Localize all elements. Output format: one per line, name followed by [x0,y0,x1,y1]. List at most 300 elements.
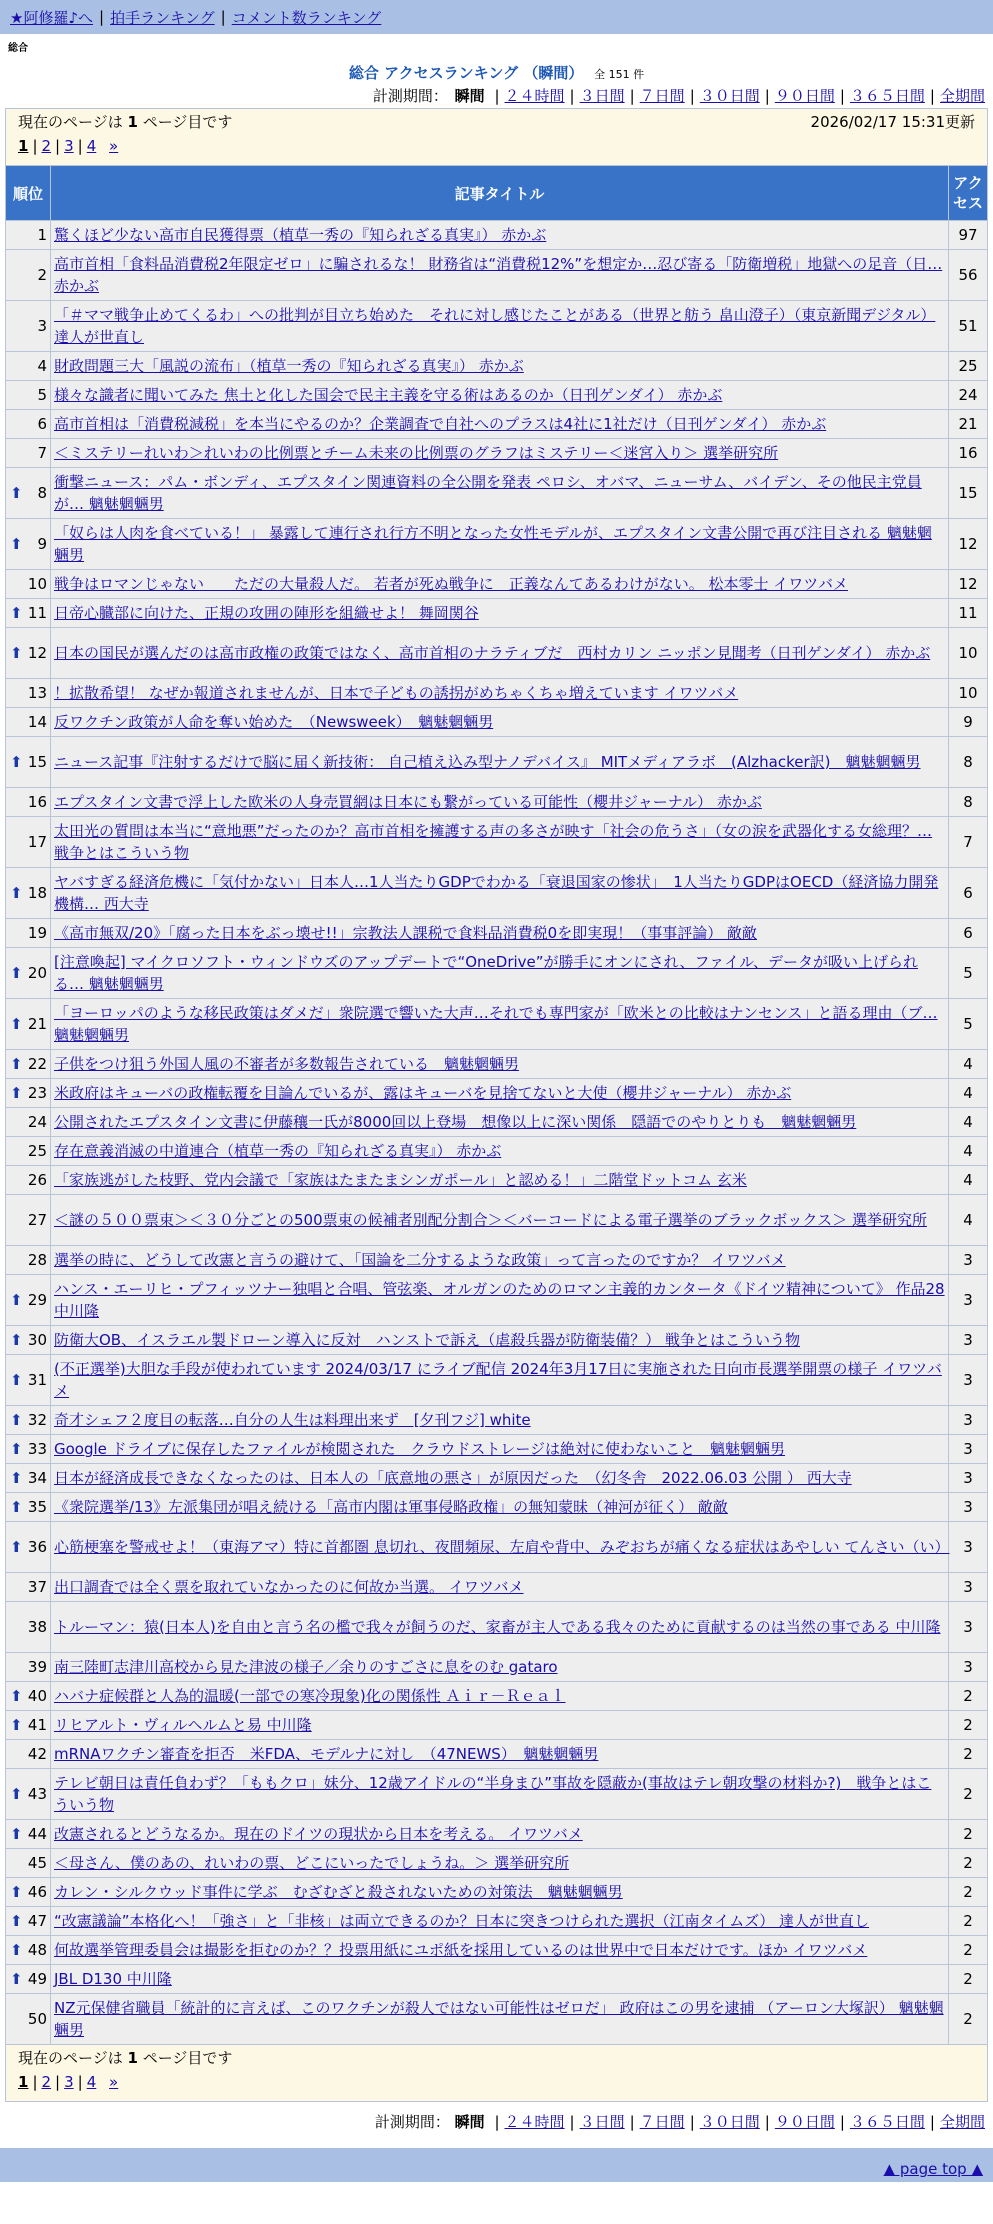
updated-time: 2026/02/17 15:31更新 [810,113,975,131]
table-row [6,1275,988,1326]
table-row [6,221,988,250]
article-link[interactable]: 防衛大OB、イスラエル製ドローン導入に反対 ハンストで訴え（虐殺兵器が防衛装備？） 戦争とはこういう物 [54,1331,800,1349]
period-link[interactable]: ３０日間 [699,87,760,105]
table-row [6,1166,988,1195]
nav-separator: | [220,8,226,26]
period-link[interactable]: ３０日間 [699,2113,760,2131]
rank-cell [6,868,51,919]
article-link[interactable]: 何故選挙管理委員会は撮影を拒むのか？？投票用紙にユポ紙を採用しているのは世界中で日本だけです。ほか イワツバメ [54,1941,868,1959]
article-link[interactable]: (不正選挙)大胆な手段が使われています 2024/03/17 にライブ配信 2024年3月17日に実施された日向市長選挙開票の様子 イワツバメ [54,1360,942,1400]
title-cell [51,1326,949,1355]
next-page-link[interactable]: » [109,137,119,155]
title-cell [51,737,949,788]
table-row [6,679,988,708]
period-nav-top [0,84,993,108]
rank-up-arrow-icon: ⬆ [10,1440,23,1458]
access-count: 4 [949,1108,988,1137]
rank-cell [6,1965,51,1994]
title-cell [51,599,949,628]
access-count: 3 [949,1406,988,1435]
table-row [6,1573,988,1602]
period-separator: | [764,87,770,105]
rank-number: 50 [27,2010,47,2028]
access-count: 51 [949,301,988,352]
rank-up-arrow-icon: ⬆ [10,1785,23,1803]
rank-cell [6,1326,51,1355]
ranking-rows [6,221,988,2045]
article-link[interactable]: ＜ミステリーれいわ＞れいわの比例票とチーム未来の比例票のグラフはミステリー＜迷宮入り＞ 選挙研究所 [54,444,779,462]
rank-cell [6,1820,51,1849]
rank-cell [6,1994,51,2045]
article-link[interactable]: ニュース記事『注射するだけで脳に届く新技術： 自己植え込み型ナノデバイス』 MITメディアラボ (Alzhacker訳) 魑魅魍魎男 [54,753,921,771]
period-link[interactable]: ７日間 [639,2113,685,2131]
article-link[interactable]: 《衆院選挙/13》左派集団が唱え続ける「高市内閣は軍事侵略政権」の無知蒙昧（神河が征く） 敵敵 [54,1498,728,1516]
article-link[interactable]: 選挙の時に、どうして改憲と言うの避けて、「国論を二分するような政策」って言ったのですか？ イワツバメ [54,1251,786,1269]
title-cell [51,1965,949,1994]
table-row [6,1050,988,1079]
rank-cell [6,1166,51,1195]
table-row [6,1079,988,1108]
rank-header: 順位 [6,166,51,221]
rank-number: 1 [37,226,47,244]
table-row [6,1936,988,1965]
article-link[interactable]: 高市首相「食料品消費税2年限定ゼロ」に騙されるな！ 財務省は“消費税12%”を想定か…忍び寄る「防衛増税」地獄への足音（日… 赤かぶ [54,255,943,295]
period-link[interactable]: ７日間 [639,87,685,105]
rank-cell [6,1740,51,1769]
rank-cell [6,439,51,468]
rank-up-arrow-icon: ⬆ [10,1331,23,1349]
rank-cell [6,1936,51,1965]
article-link[interactable]: 高市首相は「消費税減税」を本当にやるのか？企業調査で自社へのプラスは4社に1社だけ（日刊ゲンダイ） 赤かぶ [54,415,827,433]
article-link[interactable]: 出口調査では全く票を取れていなかったのに何故か当選。 イワツバメ [54,1578,524,1596]
table-row [6,708,988,737]
period-separator: | [629,2113,635,2131]
title-cell [51,250,949,301]
table-row [6,1820,988,1849]
rank-number: 28 [27,1251,47,1269]
rank-number: 46 [27,1883,47,1901]
rank-cell [6,1493,51,1522]
title-cell [51,1936,949,1965]
access-count: 3 [949,1355,988,1406]
title-cell [51,1079,949,1108]
rank-up-arrow-icon: ⬆ [10,1015,23,1033]
article-link[interactable]: Google ドライブに保存したファイルが検閲された クラウドストレージは絶対に使わないこと 魑魅魍魎男 [54,1440,786,1458]
page-separator: | [32,2073,38,2091]
rank-number: 22 [27,1055,47,1073]
article-link[interactable]: エプスタイン文書で浮上した欧米の人身売買網は日本にも繋がっている可能性（櫻井ジャーナル） 赤かぶ [54,793,762,811]
title-cell [51,1849,949,1878]
period-separator: | [629,87,635,105]
access-count: 15 [949,468,988,519]
table-row [6,1849,988,1878]
rank-number: 45 [27,1854,47,1872]
article-link[interactable]: ハンス・エーリヒ・プフィッツナー独唱と合唱、管弦楽、オルガンのためのロマン主義的カンタータ《ドイツ精神について》 作品28 中川隆 [54,1280,945,1320]
access-count: 97 [949,221,988,250]
rank-cell [6,1907,51,1936]
table-row [6,1246,988,1275]
ranking-table [5,108,988,2102]
page-link[interactable]: 4 [86,137,97,155]
article-link[interactable]: 財政問題三大「風説の流布」（植草一秀の『知られざる真実』） 赤かぶ [54,357,524,375]
rank-cell [6,519,51,570]
article-link[interactable]: 心筋梗塞を警戒せよ！（東海アマ）特に首都圏 息切れ、夜間頻尿、左肩や背中、みぞおちが痛くなる症状はあやしい てんさい（い） [54,1538,950,1556]
period-separator: | [839,2113,845,2131]
article-link[interactable]: 公開されたエプスタイン文書に伊藤穰一氏が8000回以上登場 想像以上に深い関係 隠語でのやりとりも 魑魅魍魎男 [54,1113,857,1131]
page-separator: | [55,2073,61,2091]
article-link[interactable]: ＜母さん、僕のあの、れいわの票、どこにいったでしょうね。＞ 選挙研究所 [54,1854,570,1872]
page-link[interactable]: 2 [41,2073,52,2091]
article-link[interactable]: 改憲されるとどうなるか。現在のドイツの現状から日本を考える。 イワツバメ [54,1825,583,1843]
article-link[interactable]: テレビ朝日は責任負わず？「ももクロ」妹分、12歳アイドルの“半身まひ”事故を隠蔽か(事故はテレ朝攻撃の材料か?) 戦争とはこういう物 [54,1774,932,1814]
article-link[interactable]: [注意喚起] マイクロソフト・ウィンドウズのアップデートで“OneDrive”が勝手にオンにされ、ファイル、データが吸い上げられる… 魑魅魍魎男 [54,953,918,993]
rank-up-arrow-icon: ⬆ [10,604,23,622]
access-count: 12 [949,519,988,570]
rank-number: 43 [27,1785,47,1803]
rank-up-arrow-icon: ⬆ [10,1084,23,1102]
article-link[interactable]: 子供をつけ狙う外国人風の不審者が多数報告されている 魑魅魍魎男 [54,1055,520,1073]
page-link[interactable]: 4 [86,2073,97,2091]
rank-up-arrow-icon: ⬆ [10,1912,23,1930]
access-count: 56 [949,250,988,301]
rank-up-arrow-icon: ⬆ [10,1469,23,1487]
page-separator: | [77,137,83,155]
access-count: 16 [949,439,988,468]
total-count: 全 151 件 [594,68,645,81]
period-separator: | [569,2113,575,2131]
access-count: 6 [949,919,988,948]
rank-number: 39 [27,1658,47,1676]
access-count: 3 [949,1573,988,1602]
table-row [6,410,988,439]
article-link[interactable]: 反ワクチン政策が人命を奪い始めた （Newsweek） 魑魅魍魎男 [54,713,494,731]
rank-cell [6,708,51,737]
table-row [6,1878,988,1907]
current-page-text: 現在のページは 1 ページ目です [18,2049,233,2067]
title-cell [51,1493,949,1522]
table-row [6,1907,988,1936]
access-count: 7 [949,817,988,868]
rank-number: 15 [27,753,47,771]
access-count: 2 [949,1711,988,1740]
access-count: 2 [949,1769,988,1820]
title-cell [51,1602,949,1653]
table-row [6,1326,988,1355]
article-link[interactable]: 太田光の質問は本当に“意地悪”だったのか？高市首相を擁護する声の多さが映す「社会の危うさ」（女の涙を武器化する女総理？… 戦争とはこういう物 [54,822,933,862]
page-heading [0,62,993,82]
article-link[interactable]: 存在意義消滅の中道連合（植草一秀の『知られざる真実』） 赤かぶ [54,1142,502,1160]
rank-number: 14 [27,713,47,731]
rank-up-arrow-icon: ⬆ [10,1538,23,1556]
article-link[interactable]: リヒアルト・ヴィルヘルムと易 中川隆 [54,1716,312,1734]
article-link[interactable]: 「奴らは人肉を食べている！」 暴露して連行され行方不明となった女性モデルが、エプスタイン文書公開で再び注目される 魑魅魍魎男 [54,524,932,564]
article-link[interactable]: ＜謎の５００票束＞＜３０分ごとの500票束の候補者別配分割合＞＜バーコードによる電子選挙のブラックボックス＞ 選挙研究所 [54,1211,927,1229]
rank-number: 10 [27,575,47,593]
rank-number: 16 [27,793,47,811]
rank-up-arrow-icon: ⬆ [10,535,23,553]
rank-number: 36 [27,1538,47,1556]
period-link[interactable]: ３６５日間 [849,87,925,105]
page-separator: | [32,137,38,155]
access-count: 4 [949,1195,988,1246]
title-cell [51,919,949,948]
rank-cell [6,919,51,948]
rank-cell [6,599,51,628]
table-row [6,519,988,570]
article-link[interactable]: NZ元保健省職員「統計的に言えば、このワクチンが殺人ではない可能性はゼロだ」 政府はこの男を逮捕 （アーロン大塚訳） 魑魅魍魎男 [54,1999,944,2039]
access-count: 6 [949,868,988,919]
article-link[interactable]: 様々な識者に聞いてみた 焦土と化した国会で民主主義を守る術はあるのか（日刊ゲンダイ） 赤かぶ [54,386,723,404]
title-cell [51,1108,949,1137]
title-cell [51,1769,949,1820]
rank-number: 25 [27,1142,47,1160]
title-cell [51,1878,949,1907]
rank-number: 17 [27,833,47,851]
period-nav-bottom [0,2110,993,2134]
table-row [6,628,988,679]
page-title: 総合 アクセスランキング （瞬間） [348,64,584,82]
table-row [6,788,988,817]
rank-cell [6,1464,51,1493]
access-count: 5 [949,999,988,1050]
access-count: 2 [949,1682,988,1711]
page-spacer [100,2073,105,2091]
period-link[interactable]: ３６５日間 [849,2113,925,2131]
rank-up-arrow-icon: ⬆ [10,1371,23,1389]
rank-up-arrow-icon: ⬆ [10,1498,23,1516]
article-link[interactable]: mRNAワクチン審査を拒否 米FDA、モデルナに対し （47NEWS） 魑魅魍魎男 [54,1745,599,1763]
rank-up-arrow-icon: ⬆ [10,1941,23,1959]
title-cell [51,708,949,737]
access-count: 3 [949,1602,988,1653]
article-link[interactable]: 驚くほど少ない高市自民獲得票（植草一秀の『知られざる真実』） 赤かぶ [54,226,547,244]
period-label: 計測期間： [372,87,448,105]
next-page-link[interactable]: » [109,2073,119,2091]
title-cell [51,1994,949,2045]
period-link[interactable]: ２４時間 [504,87,565,105]
rank-number: 11 [27,604,47,622]
top-nav-bar [0,0,993,34]
rank-up-arrow-icon: ⬆ [10,1687,23,1705]
article-link[interactable]: ハバナ症候群と人為的温暖(一部での寒冷現象)化の関係性 Ａｉｒ－Ｒｅａｌ [54,1687,566,1705]
title-cell [51,1740,949,1769]
page-link[interactable]: 1 [18,137,29,155]
table-row [6,1740,988,1769]
period-separator: | [689,87,695,105]
rank-up-arrow-icon: ⬆ [10,1055,23,1073]
table-row [6,1493,988,1522]
access-count: 5 [949,948,988,999]
title-cell [51,817,949,868]
title-cell [51,1711,949,1740]
table-row [6,948,988,999]
period-link[interactable]: ３日間 [579,2113,625,2131]
rank-cell [6,1406,51,1435]
rank-number: 4 [37,357,47,375]
rank-cell [6,1849,51,1878]
article-link[interactable]: JBL D130 中川隆 [54,1970,172,1988]
article-link[interactable]: 日本の国民が選んだのは高市政権の政策ではなく、高市首相のナラティブだ 西村カリン ニッポン見聞考（日刊ゲンダイ） 赤かぶ [54,644,931,662]
rank-cell [6,1050,51,1079]
rank-number: 35 [27,1498,47,1516]
rank-up-arrow-icon: ⬆ [10,484,23,502]
pager-bottom [6,2045,988,2102]
article-link[interactable]: 奇才シェフ２度目の転落…自分の人生は料理出来ず [夕刊フジ] white [54,1411,531,1429]
rank-cell [6,381,51,410]
access-count: 10 [949,679,988,708]
period-current: 瞬間 [454,87,485,105]
page-links [18,2071,975,2093]
period-link[interactable]: 全期間 [939,87,985,105]
table-row [6,1195,988,1246]
article-link[interactable]: 南三陸町志津川高校から見た津波の様子／余りのすごさに息をのむ gataro [54,1658,558,1676]
page-link[interactable]: 2 [41,137,52,155]
rank-up-arrow-icon: ⬆ [10,964,23,982]
title-cell [51,1820,949,1849]
clap-ranking-link[interactable]: 拍手ランキング [110,8,215,27]
rank-cell [6,1682,51,1711]
access-count: 2 [949,1820,988,1849]
rank-cell [6,1137,51,1166]
rank-up-arrow-icon: ⬆ [10,1970,23,1988]
period-separator: | [929,87,935,105]
page-links [18,135,975,157]
article-link[interactable]: 日本が経済成長できなくなったのは、日本人の「底意地の悪さ」が原因だった （幻冬舎 2022.06.03 公開 ） 西大寺 [54,1469,852,1487]
article-link[interactable]: 《高市無双/20》「腐った日本をぶっ壊せ!!」宗教法人課税で食料品消費税0を即実現！（事事評論） 敵敵 [54,924,757,942]
page-top-link[interactable]: ▲ page top ▲ [883,2160,983,2178]
rank-cell [6,1246,51,1275]
rank-number: 26 [27,1171,47,1189]
table-row [6,301,988,352]
article-link[interactable]: ヤバすぎる経済危機に「気付かない」日本人…1人当たりGDPでわかる「衰退国家の惨状」 1人当たりGDPはOECD（経済協力開発機構… 西大寺 [54,873,939,913]
table-row [6,599,988,628]
access-count: 12 [949,570,988,599]
article-link[interactable]: カレン・シルクウッド事件に学ぶ むざむざと殺されないための対策法 魑魅魍魎男 [54,1883,623,1901]
article-link[interactable]: 「＃ママ戦争止めてくるわ」への批判が目立ち始めた それに対し感じたことがある（世界と舫う 畠山澄子）（東京新聞デジタル） 達人が世直し [54,306,936,346]
article-link[interactable]: 「ヨーロッパのような移民政策はダメだ」衆院選で響いた大声…それでも専門家が「欧米との比較はナンセンス」と語る理由（ブ… 魑魅魍魎男 [54,1004,938,1044]
article-link[interactable]: 米政府はキューバの政権転覆を目論んでいるが、露はキューバを見捨てないと大使（櫻井ジャーナル） 赤かぶ [54,1084,792,1102]
rank-cell [6,1522,51,1573]
rank-up-arrow-icon: ⬆ [10,753,23,771]
page-spacer [100,137,105,155]
rank-cell [6,1711,51,1740]
rank-cell [6,999,51,1050]
current-page-text: 現在のページは 1 ページ目です [18,113,233,131]
rank-cell [6,221,51,250]
table-row [6,1711,988,1740]
title-cell [51,381,949,410]
period-link[interactable]: 全期間 [939,2113,985,2131]
title-cell [51,410,949,439]
rank-cell [6,817,51,868]
rank-number: 7 [37,444,47,462]
access-count: 2 [949,1849,988,1878]
page-link[interactable]: 3 [64,2073,74,2091]
page-link[interactable]: 1 [18,2073,29,2091]
rank-cell [6,1653,51,1682]
article-link[interactable]: 「家族逃がした枝野、党内会議で「家族はたまたまシンガポール」と認める！」二階堂ドットコム 玄米 [54,1171,747,1189]
nav-separator: | [99,8,105,26]
table-row [6,999,988,1050]
rank-number: 38 [27,1618,47,1636]
rank-cell [6,1195,51,1246]
rank-cell [6,628,51,679]
rank-cell [6,250,51,301]
rank-cell [6,948,51,999]
home-link[interactable]: ★阿修羅♪へ [10,8,94,27]
access-count: 4 [949,1166,988,1195]
period-separator: | [494,2113,500,2131]
access-count: 2 [949,1965,988,1994]
title-cell [51,1653,949,1682]
period-link[interactable]: ９０日間 [774,87,835,105]
period-link[interactable]: ９０日間 [774,2113,835,2131]
title-cell [51,570,949,599]
access-count: 4 [949,1137,988,1166]
rank-cell [6,1769,51,1820]
period-link[interactable]: ２４時間 [504,2113,565,2131]
table-row [6,1522,988,1573]
access-count: 3 [949,1326,988,1355]
access-count: 3 [949,1464,988,1493]
period-separator: | [839,87,845,105]
rank-number: 40 [27,1687,47,1705]
rank-number: 33 [27,1440,47,1458]
rank-number: 12 [27,644,47,662]
access-count: 3 [949,1493,988,1522]
page-separator: | [77,2073,83,2091]
rank-up-arrow-icon: ⬆ [10,644,23,662]
rank-cell [6,788,51,817]
title-cell [51,1246,949,1275]
page-link[interactable]: 3 [64,137,74,155]
article-link[interactable]: ！拡散希望！ なぜか報道されませんが、日本で子どもの誘拐がめちゃくちゃ増えています イワツバメ [54,684,739,702]
comment-ranking-link[interactable]: コメント数ランキング [231,8,382,27]
access-count: 3 [949,1435,988,1464]
rank-cell [6,301,51,352]
access-count: 25 [949,352,988,381]
rank-number: 5 [37,386,47,404]
rank-number: 8 [37,484,47,502]
rank-cell [6,1435,51,1464]
title-cell [51,948,949,999]
table-row [6,737,988,788]
rank-number: 24 [27,1113,47,1131]
table-row [6,1355,988,1406]
title-cell [51,221,949,250]
period-link[interactable]: ３日間 [579,87,625,105]
title-cell [51,301,949,352]
rank-number: 9 [37,535,47,553]
title-header: 記事タイトル [51,166,949,221]
rank-cell [6,1355,51,1406]
title-cell [51,1907,949,1936]
title-cell [51,868,949,919]
article-link[interactable]: 日帝心臓部に向けた、正規の攻囲の陣形を組織せよ！ 舞岡関谷 [54,604,479,622]
article-link[interactable]: “改憲議論”本格化へ！「強さ」と「非核」は両立できるのか？日本に突きつけられた選択（江南タイムズ） 達人が世直し [54,1912,870,1930]
access-count: 2 [949,1740,988,1769]
table-row [6,1464,988,1493]
access-count: 3 [949,1275,988,1326]
article-link[interactable]: 戦争はロマンじゃない ただの大量殺人だ。 若者が死ぬ戦争に 正義なんてあるわけがない。 松本零士 イワツバメ [54,575,849,593]
bottom-bar [0,2148,993,2182]
access-count: 11 [949,599,988,628]
article-link[interactable]: 衝撃ニュース：パム・ボンディ、エプスタイン関連資料の全公開を発表 ペロシ、オバマ、ニューサム、バイデン、その他民主党員が… 魑魅魍魎男 [54,473,922,513]
table-row [6,1602,988,1653]
title-cell [51,1406,949,1435]
rank-up-arrow-icon: ⬆ [10,1883,23,1901]
article-link[interactable]: トルーマン：猿(日本人)を自由と言う名の檻で我々が飼うのだ、家畜が主人である我々のために貢献するのは当然の事である 中川隆 [54,1618,941,1636]
